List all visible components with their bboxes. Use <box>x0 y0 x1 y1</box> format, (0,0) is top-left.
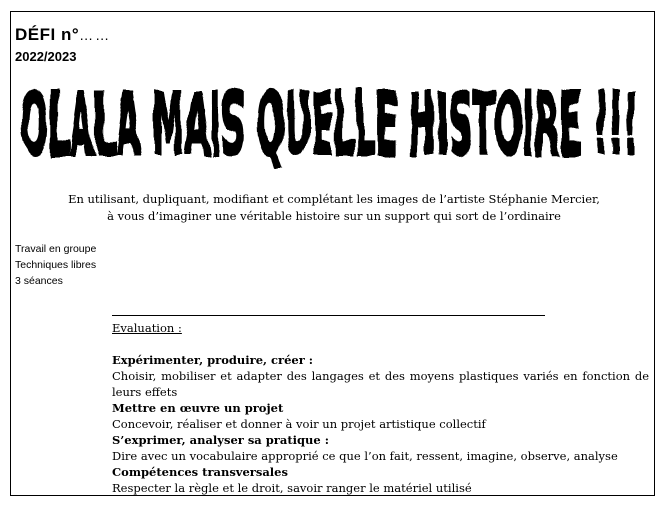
activity-info <box>15 241 96 289</box>
challenge-number-blank: …… <box>79 27 112 43</box>
challenge-number <box>15 25 111 45</box>
instructions-line-2: à vous d’imaginer une véritable histoire sur un support qui sort de l’ordinaire <box>107 209 561 223</box>
session-count: 3 séances <box>15 275 63 287</box>
instructions-line-1: En utilisant, dupliquant, modifiant et complétant les images de l’artiste Stéphanie Mercier, <box>68 192 600 206</box>
criterion-text: Concevoir, réaliser et donner à voir un projet artistique collectif <box>112 417 486 431</box>
criterion-text: Dire avec un vocabulaire approprié ce que l’on fait, ressent, imagine, observe, analyse <box>112 449 618 463</box>
challenge-label: DÉFI n° <box>15 25 80 44</box>
evaluation-label: Evaluation : <box>112 321 182 335</box>
school-year: 2022/2023 <box>15 49 77 64</box>
criterion-heading: Compétences transversales <box>112 465 288 479</box>
work-mode: Travail en groupe <box>15 243 97 255</box>
decorative-title <box>14 74 644 174</box>
criterion-heading: Expérimenter, produire, créer : <box>112 353 314 367</box>
separator-line <box>112 315 545 316</box>
instructions <box>30 191 638 225</box>
evaluation-section <box>112 320 649 496</box>
criterion-heading: S’exprimer, analyser sa pratique : <box>112 433 329 447</box>
techniques: Techniques libres <box>15 259 97 271</box>
criterion-text: Choisir, mobiliser et adapter des langages et des moyens plastiques variés en fonction de leurs effets <box>112 369 649 399</box>
criterion-text: Respecter la règle et le droit, savoir ranger le matériel utilisé <box>112 481 472 495</box>
title-text: OLALA MAIS QUELLE HISTOIRE !!! <box>20 75 638 174</box>
criterion-heading: Mettre en œuvre un projet <box>112 401 284 415</box>
